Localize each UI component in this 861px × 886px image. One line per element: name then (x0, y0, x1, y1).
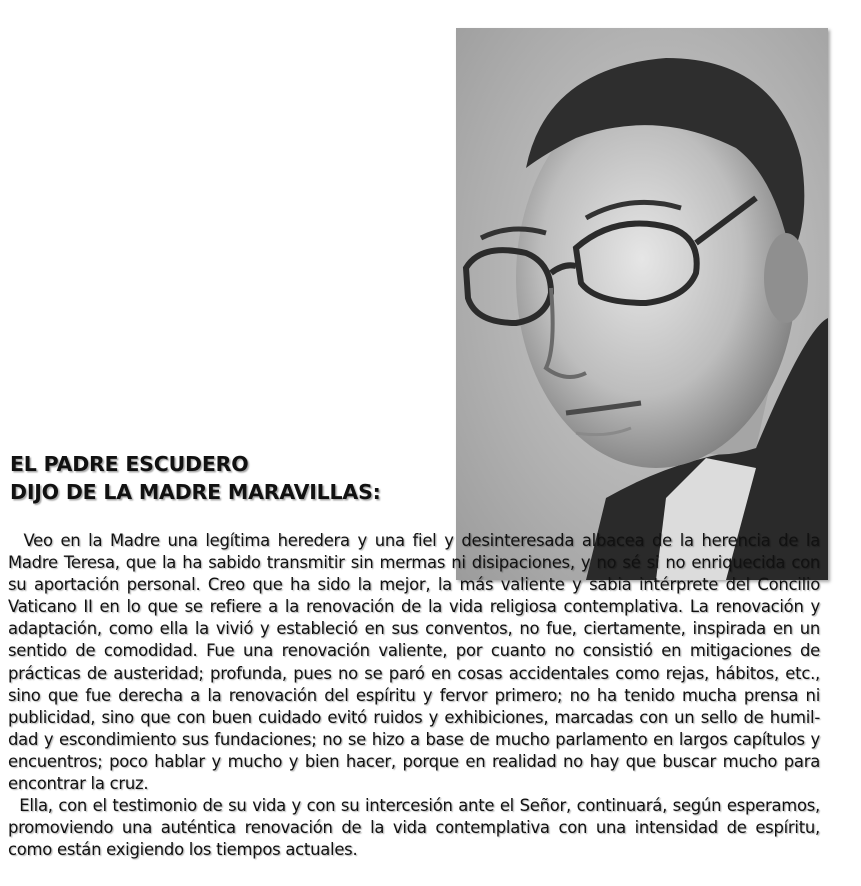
portrait-photo (456, 28, 828, 580)
portrait-photo-icon (456, 28, 828, 580)
text-line: Madre Teresa, que la ha sabido transmitir sin mermas ni disipaciones, y no sé si no enriquecida con (8, 553, 820, 573)
text-line: sentido de comodidad. Fue una renovación valiente, por cuanto no consistió en mitigaciones de (8, 641, 820, 661)
text-line: encuentros; poco hablar y mucho y bien hacer, porque en realidad no hay que buscar mucho para (8, 751, 820, 771)
quote-text (8, 530, 820, 861)
text-line: adaptación, como ella la vivió y estableció en sus conventos, no fue, ciertamente, inspirada en un (8, 619, 820, 639)
heading (10, 450, 381, 506)
text-line: publicidad, sino que con buen cuidado evitó ruidos y exhibiciones, marcadas con un sello de humil- (8, 707, 820, 727)
text-line: Veo en la Madre una legítima heredera y una fiel y desinteresada albacea de la herencia de la (8, 531, 820, 550)
text-line: encontrar la cruz. (8, 774, 149, 794)
heading-line-2: DIJO DE LA MADRE MARAVILLAS: (10, 480, 381, 504)
text-line: su aportación personal. Creo que ha sido la mejor, la más valiente y sabia intérprete del Concilio (8, 575, 820, 595)
text-line: dad y escondimiento sus fundaciones; no se hizo a base de mucho parlamento en largos capítulos y (8, 729, 820, 749)
text-line: promoviendo una auténtica renovación de la vida contemplativa con una intensidad de espíritu, (8, 818, 820, 838)
text-line: Vaticano II en lo que se refiere a la renovación de la vida religiosa contemplativa. La renovación y (8, 597, 820, 617)
text-line: como están exigiendo los tiempos actuales. (8, 840, 358, 860)
text-line: Ella, con el testimonio de su vida y con su intercesión ante el Señor, continuará, según esperamos, (8, 796, 820, 816)
text-line: prácticas de austeridad; profunda, pues no se paró en cosas accidentales como rejas, hábitos, etc., (8, 663, 820, 683)
heading-line-1: EL PADRE ESCUDERO (10, 452, 249, 476)
text-line: sino que fue derecha a la renovación del espíritu y fervor primero; no ha tenido mucha prensa ni (8, 685, 820, 705)
